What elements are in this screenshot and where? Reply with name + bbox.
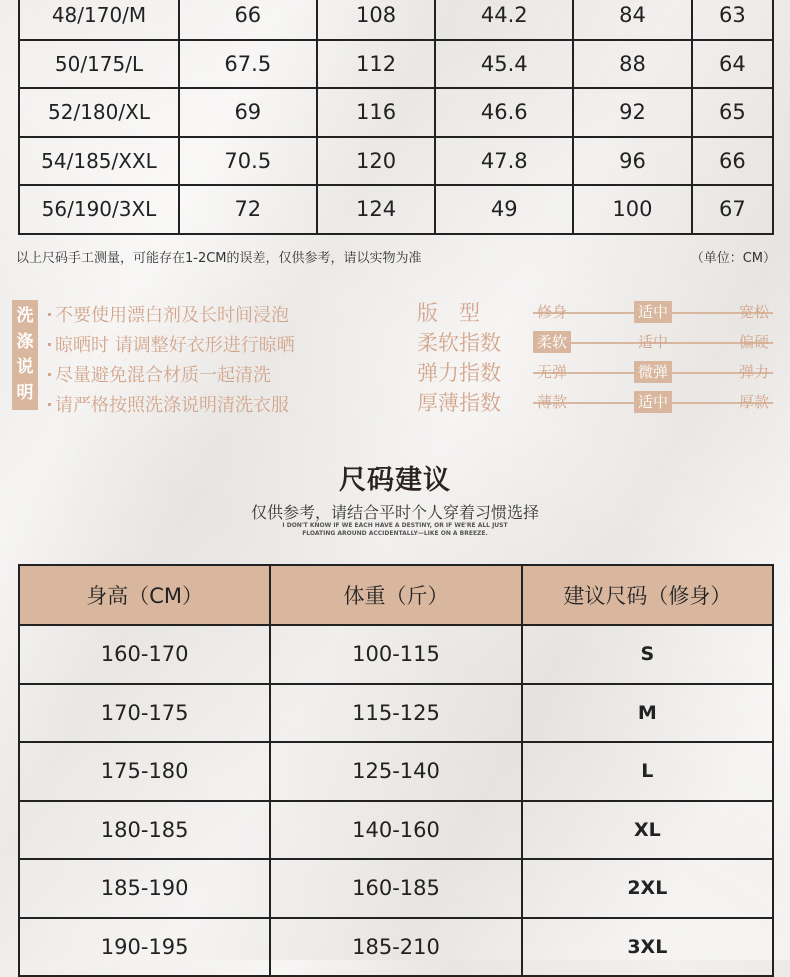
weight-cell: 185-210 [270, 918, 521, 977]
table-cell: 70.5 [179, 137, 317, 186]
tag-char: 说 [16, 357, 34, 378]
table-cell: 96 [573, 137, 692, 186]
size-cell: 3XL [522, 918, 773, 977]
table-row [19, 742, 773, 801]
fit-option: 无弹 [537, 363, 568, 381]
fit-option: 薄款 [537, 393, 568, 411]
table-cell: 84 [573, 0, 692, 40]
unit-label: （单位：CM） [690, 251, 776, 266]
fit-scale [533, 297, 773, 327]
column-header: 建议尺码（修身） [522, 565, 773, 625]
section-title: 尺码建议 [339, 465, 451, 496]
list-item [48, 359, 348, 389]
tag-char: 洗 [16, 306, 34, 327]
height-cell: 175-180 [19, 742, 270, 801]
wash-text: 请严格按照洗涤说明清洗衣服 [55, 395, 289, 416]
tagline-line: FLOATING AROUND ACCIDENTALLY—LIKE ON A BREEZE. [302, 530, 488, 537]
table-cell: 67.5 [179, 40, 317, 89]
list-item [48, 389, 348, 419]
height-cell: 190-195 [19, 918, 270, 977]
tag-char: 涤 [16, 331, 34, 352]
fit-row [417, 297, 777, 327]
table-cell: 108 [317, 0, 436, 40]
wash-text: 尽量避免混合材质一起清洗 [55, 365, 271, 386]
wash-text: 晾晒时 请调整好衣形进行晾晒 [55, 335, 295, 356]
fit-scale [533, 357, 773, 387]
table-cell: 56/190/3XL [19, 185, 179, 234]
fit-label: 厚薄指数 [417, 391, 501, 415]
table-cell: 48/170/M [19, 0, 179, 40]
table-row [19, 0, 773, 40]
weight-cell: 140-160 [270, 801, 521, 860]
table-row [19, 918, 773, 977]
size-cell: S [522, 625, 773, 684]
english-tagline [0, 522, 790, 538]
measurement-table [18, 0, 774, 235]
table-row [19, 88, 773, 137]
height-cell: 185-190 [19, 859, 270, 918]
table-cell: 45.4 [435, 40, 573, 89]
table-cell: 72 [179, 185, 317, 234]
fit-option: 微弹 [634, 361, 672, 383]
size-cell: M [522, 684, 773, 743]
table-row [19, 137, 773, 186]
weight-cell: 100-115 [270, 625, 521, 684]
table-cell: 54/185/XXL [19, 137, 179, 186]
fit-scale [533, 327, 773, 357]
table-cell: 120 [317, 137, 436, 186]
fit-option: 适中 [634, 391, 672, 413]
fit-option: 适中 [637, 333, 669, 351]
weight-cell: 125-140 [270, 742, 521, 801]
washing-instructions-tag [12, 300, 38, 410]
fit-option: 偏硬 [738, 333, 769, 351]
table-cell: 52/180/XL [19, 88, 179, 137]
table-row [19, 801, 773, 860]
table-cell: 67 [692, 185, 773, 234]
tagline-line: I DON'T KNOW IF WE EACH HAVE A DESTINY, OR IF WE'RE ALL JUST [282, 522, 508, 529]
fit-option: 柔软 [533, 331, 571, 353]
fit-row [417, 387, 777, 417]
table-cell: 65 [692, 88, 773, 137]
fit-option: 弹力 [738, 363, 769, 381]
height-cell: 160-170 [19, 625, 270, 684]
fit-option: 适中 [634, 301, 672, 323]
table-cell: 50/175/L [19, 40, 179, 89]
fit-row [417, 327, 777, 357]
bullet-icon [48, 403, 51, 406]
table-cell: 116 [317, 88, 436, 137]
measurement-note: 以上尺码手工测量，可能存在1-2CM的误差，仅供参考，请以实物为准 [16, 251, 422, 266]
size-cell: 2XL [522, 859, 773, 918]
weight-cell: 115-125 [270, 684, 521, 743]
height-cell: 180-185 [19, 801, 270, 860]
table-cell: 66 [692, 137, 773, 186]
table-cell: 88 [573, 40, 692, 89]
table-row [19, 40, 773, 89]
table-cell: 49 [435, 185, 573, 234]
size-suggestion-table [18, 564, 774, 977]
fit-option: 修身 [537, 303, 568, 321]
table-cell: 44.2 [435, 0, 573, 40]
fit-label: 柔软指数 [417, 331, 501, 355]
table-cell: 63 [692, 0, 773, 40]
column-header: 体重（斤） [270, 565, 521, 625]
fit-row [417, 357, 777, 387]
bullet-icon [48, 343, 51, 346]
fit-label: 版 型 [417, 301, 480, 325]
weight-cell: 160-185 [270, 859, 521, 918]
bullet-icon [48, 373, 51, 376]
height-cell: 170-175 [19, 684, 270, 743]
fit-option: 厚款 [738, 393, 769, 411]
list-item [48, 329, 348, 359]
table-row [19, 859, 773, 918]
section-subtitle: 仅供参考，请结合平时个人穿着习惯选择 [250, 503, 539, 522]
column-header: 身高（CM） [19, 565, 270, 625]
fit-indicators [417, 297, 777, 417]
table-cell: 64 [692, 40, 773, 89]
table-row [19, 684, 773, 743]
list-item [48, 299, 348, 329]
table-cell: 112 [317, 40, 436, 89]
bullet-icon [48, 313, 51, 316]
table-row [19, 625, 773, 684]
size-cell: XL [522, 801, 773, 860]
table-header-row [19, 565, 773, 625]
table-cell: 46.6 [435, 88, 573, 137]
table-row [19, 185, 773, 234]
table-cell: 124 [317, 185, 436, 234]
fit-scale [533, 387, 773, 417]
wash-text: 不要使用漂白剂及长时间浸泡 [55, 305, 289, 326]
tag-char: 明 [16, 382, 34, 403]
size-cell: L [522, 742, 773, 801]
table-cell: 66 [179, 0, 317, 40]
table-cell: 69 [179, 88, 317, 137]
fit-label: 弹力指数 [417, 361, 501, 385]
washing-instructions-list [48, 299, 348, 419]
table-cell: 92 [573, 88, 692, 137]
table-cell: 47.8 [435, 137, 573, 186]
fit-option: 宽松 [738, 303, 769, 321]
table-cell: 100 [573, 185, 692, 234]
